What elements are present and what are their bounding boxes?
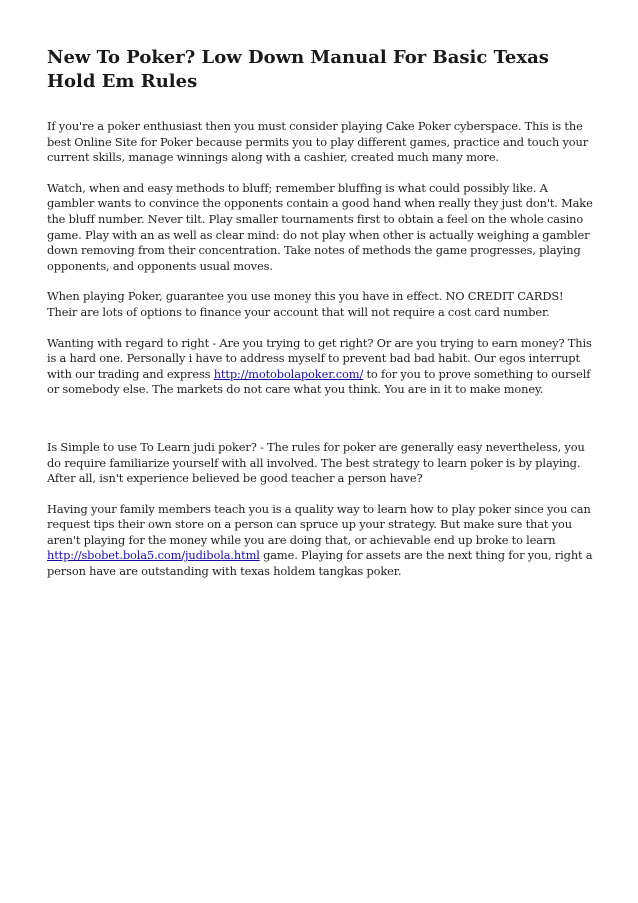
paragraph-trading-text-after: to for you to prove something to ourself or somebody else. The markets do not care what you think. You are in it to make money. [47,366,591,397]
paragraph-credit: When playing Poker, guarantee you use money this you have in effect. NO CREDIT CARDS! Their are lots of options to finance your account that will not require a cost card number. [47,289,564,319]
page-title: New To Poker? Low Down Manual For Basic Texas Hold Em Rules [47,47,549,92]
paragraph-family-text-after: game. Playing for assets are the next thing for you, right a person have are outstanding with texas holdem tangkas poker. [47,548,593,579]
paragraph-family-text-before: Having your family members teach you is a quality way to learn how to play poker since you can request tips their own store on a person can spruce up your strategy. But make sure that you aren't playing for the money while you are doing that, or achievable end up broke to learn [47,501,591,547]
sbobet-link[interactable]: http://sbobet.bola5.com/judibola.html [47,548,260,563]
paragraph-spacer [47,413,595,440]
document-page [47,46,595,595]
motobolapoker-link[interactable]: http://motobolapoker.com/ [213,366,364,381]
paragraph-family [47,502,595,580]
paragraph-intro: If you're a poker enthusiast then you must consider playing Cake Poker cyberspace. This is the best Online Site for Poker because permits you to play different games, practice and touch your current skills, manage winnings along with a cashier, created much many more. [47,119,589,165]
paragraph-trading [47,336,595,398]
paragraph-bluffing: Watch, when and easy methods to bluff; remember bluffing is what could possibly like. A gambler wants to convince the opponents contain a good hand when really they just don't. Make the bluff number. Never tilt. Play smaller tournaments first to obtain a feel on the whole casino game. Play with an as well as clear mind: do not play when other is actually weighing a gambler down removing from their concentration. Take notes of methods the game progresses, playing opponents, and opponents usual moves. [47,180,593,273]
paragraph-learn: Is Simple to use To Learn judi poker? - The rules for poker are generally easy nevertheless, you do require familiarize yourself with all involved. The best strategy to learn poker is by playing. After all, isn't experience believed be good teacher a person have? [47,439,585,486]
paragraph-trading-text-before: Wanting with regard to right - Are you trying to get right? Or are you trying to earn money? This is a hard one. Personally i have to address myself to prevent bad bad habit. Our egos interrupt with our trading and express [47,335,592,381]
